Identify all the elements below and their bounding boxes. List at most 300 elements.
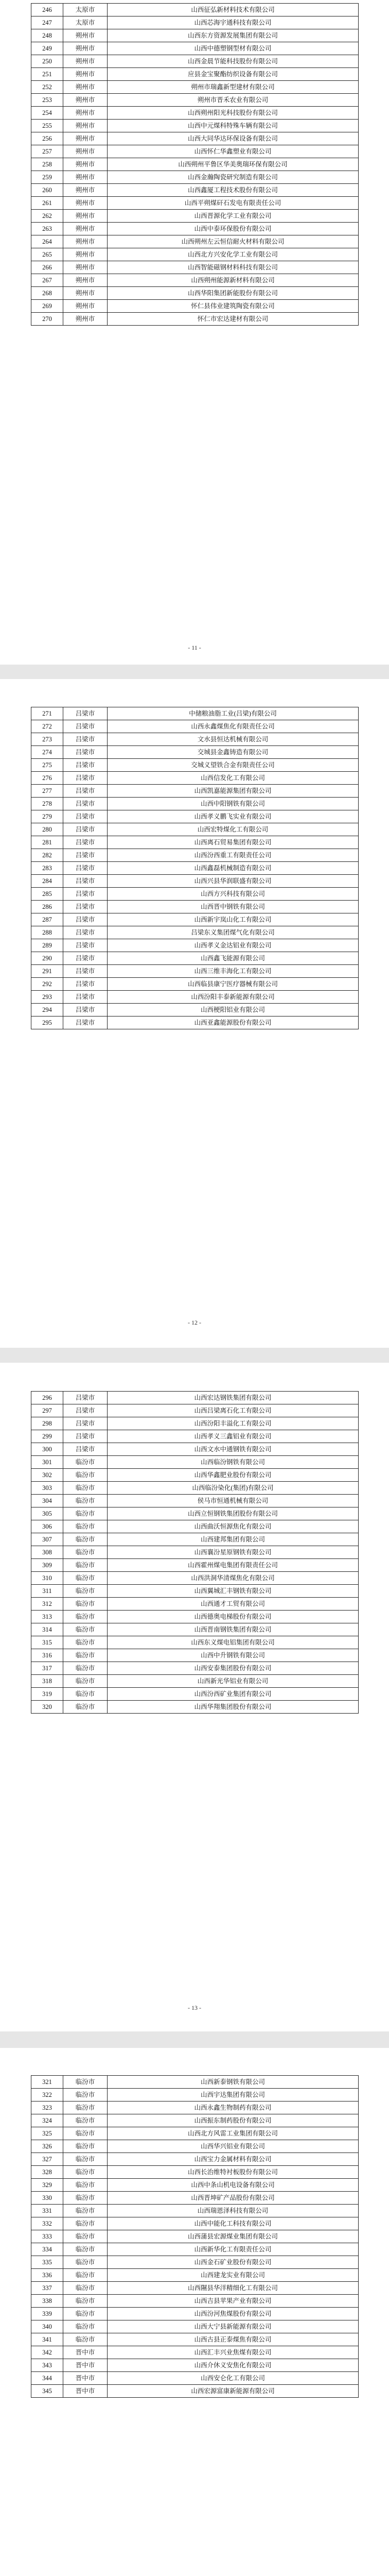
company-name-cell: 山西金石矿业股份有限公司: [108, 2256, 359, 2269]
row-number-cell: 326: [31, 2140, 63, 2153]
company-name-cell: 山西晋南钢铁集团有限公司: [108, 1623, 359, 1636]
company-name-cell: 文水县恒达机械有限公司: [108, 733, 359, 746]
table-row: [31, 55, 359, 68]
company-name-cell: 山西朔州平鲁区华美奥瑞环保有限公司: [108, 158, 359, 171]
city-cell: 朔州市: [63, 145, 108, 158]
city-cell: 吕梁市: [63, 875, 108, 888]
city-cell: 朔州市: [63, 68, 108, 81]
table-row: [31, 235, 359, 248]
city-cell: 吕梁市: [63, 772, 108, 785]
page-number: - 13 -: [188, 2004, 201, 2011]
row-number-cell: 293: [31, 991, 63, 1004]
table-row: [31, 1559, 359, 1572]
table-row: [31, 1392, 359, 1404]
company-name-cell: 山西新泰钢铁有限公司: [108, 2076, 359, 2089]
company-name-cell: 山西汾阳丰溢化工有限公司: [108, 1417, 359, 1430]
row-number-cell: 312: [31, 1598, 63, 1611]
city-cell: 吕梁市: [63, 849, 108, 862]
city-cell: 临汾市: [63, 1456, 108, 1469]
company-name-cell: 交城义望铁合金有限责任公司: [108, 759, 359, 772]
city-cell: 朔州市: [63, 55, 108, 68]
row-number-cell: 298: [31, 1417, 63, 1430]
table-row: [31, 2205, 359, 2217]
table-row: [31, 94, 359, 107]
table-row: [31, 68, 359, 81]
company-name-cell: 山西平朔煤矸石发电有限责任公司: [108, 197, 359, 210]
table-row: [31, 810, 359, 823]
company-name-cell: 山西永鑫生物制药有限公司: [108, 2102, 359, 2114]
table-row: [31, 274, 359, 287]
table-row: [31, 1482, 359, 1495]
row-number-cell: 287: [31, 913, 63, 926]
company-name-cell: 山西宇达集团有限公司: [108, 2089, 359, 2102]
company-name-cell: 山西中泰环保股份有限公司: [108, 223, 359, 235]
table-row: [31, 849, 359, 862]
company-name-cell: 山西凯嘉能源集团有限公司: [108, 785, 359, 798]
company-name-cell: 山西蒲县宏源煤业集团有限公司: [108, 2230, 359, 2243]
table-row: [31, 248, 359, 261]
table-row: [31, 223, 359, 235]
table-row: [31, 2089, 359, 2102]
company-name-cell: 山西汾河焦煤股份有限公司: [108, 2308, 359, 2320]
company-name-cell: 山西介休义安焦化有限公司: [108, 2359, 359, 2372]
table-row: [31, 2256, 359, 2269]
city-cell: 朔州市: [63, 287, 108, 300]
city-cell: 吕梁市: [63, 939, 108, 952]
company-name-cell: 山西金晨节能科技股份有限公司: [108, 55, 359, 68]
company-name-cell: 山西汾西重工有限责任公司: [108, 849, 359, 862]
company-name-cell: 山西亚鑫能源股份有限公司: [108, 1016, 359, 1029]
table-row: [31, 132, 359, 145]
table-row: [31, 733, 359, 746]
city-cell: 临汾市: [63, 2230, 108, 2243]
city-cell: 朔州市: [63, 158, 108, 171]
row-number-cell: 285: [31, 888, 63, 901]
city-cell: 吕梁市: [63, 991, 108, 1004]
table-row: [31, 171, 359, 184]
row-number-cell: 268: [31, 287, 63, 300]
city-cell: 朔州市: [63, 42, 108, 55]
company-name-cell: 山西吕梁离石化工有限公司: [108, 1404, 359, 1417]
row-number-cell: 255: [31, 120, 63, 132]
table-row: [31, 313, 359, 326]
table-row: [31, 1675, 359, 1688]
table-row: [31, 823, 359, 836]
company-name-cell: 山西汇丰兴业焦煤有限公司: [108, 2346, 359, 2359]
company-name-cell: 山西北方兴安化学工业有限公司: [108, 248, 359, 261]
table-row: [31, 158, 359, 171]
city-cell: 临汾市: [63, 2308, 108, 2320]
company-name-cell: 山西信发化工有限公司: [108, 772, 359, 785]
row-number-cell: 344: [31, 2372, 63, 2385]
city-cell: 临汾市: [63, 2166, 108, 2179]
city-cell: 吕梁市: [63, 746, 108, 759]
company-table: [31, 1391, 359, 1714]
row-number-cell: 291: [31, 965, 63, 978]
row-number-cell: 265: [31, 248, 63, 261]
city-cell: 临汾市: [63, 2127, 108, 2140]
table-row: [31, 1456, 359, 1469]
city-cell: 吕梁市: [63, 952, 108, 965]
row-number-cell: 263: [31, 223, 63, 235]
city-cell: 临汾市: [63, 1662, 108, 1675]
city-cell: 临汾市: [63, 1636, 108, 1649]
company-name-cell: 山西中阳钢铁有限公司: [108, 798, 359, 810]
city-cell: 临汾市: [63, 1675, 108, 1688]
row-number-cell: 303: [31, 1482, 63, 1495]
row-number-cell: 340: [31, 2320, 63, 2333]
row-number-cell: 269: [31, 300, 63, 313]
row-number-cell: 295: [31, 1016, 63, 1029]
table-row: [31, 300, 359, 313]
table-row: [31, 29, 359, 42]
table-row: [31, 785, 359, 798]
table-row: [31, 1636, 359, 1649]
company-name-cell: 山西新华化工有限责任公司: [108, 2243, 359, 2256]
table-row: [31, 1004, 359, 1016]
company-name-cell: 山西方兴科技有限公司: [108, 888, 359, 901]
company-name-cell: 山西大同华达环保设备有限公司: [108, 132, 359, 145]
company-name-cell: 山西晋源化学工业有限公司: [108, 210, 359, 223]
company-name-cell: 山西中德塑钢型材有限公司: [108, 42, 359, 55]
city-cell: 吕梁市: [63, 720, 108, 733]
company-name-cell: 山西德奥电梯股份有限公司: [108, 1611, 359, 1623]
table-row: [31, 1546, 359, 1559]
row-number-cell: 331: [31, 2205, 63, 2217]
table-row: [31, 1430, 359, 1443]
city-cell: 朔州市: [63, 235, 108, 248]
city-cell: 朔州市: [63, 261, 108, 274]
city-cell: 晋中市: [63, 2372, 108, 2385]
row-number-cell: 253: [31, 94, 63, 107]
row-number-cell: 275: [31, 759, 63, 772]
row-number-cell: 296: [31, 1392, 63, 1404]
row-number-cell: 308: [31, 1546, 63, 1559]
company-name-cell: 山西怀仁华鑫塑业有限公司: [108, 145, 359, 158]
company-name-cell: 山西文水中通钢铁有限公司: [108, 1443, 359, 1456]
company-name-cell: 山西宏特煤化工有限公司: [108, 823, 359, 836]
city-cell: 吕梁市: [63, 1443, 108, 1456]
table-row: [31, 2333, 359, 2346]
table-row: [31, 287, 359, 300]
row-number-cell: 304: [31, 1495, 63, 1507]
table-row: [31, 2295, 359, 2308]
company-name-cell: 山西晋坤矿产品股份有限公司: [108, 2192, 359, 2205]
table-row: [31, 2230, 359, 2243]
table-row: [31, 1417, 359, 1430]
city-cell: 朔州市: [63, 248, 108, 261]
row-number-cell: 252: [31, 81, 63, 94]
row-number-cell: 316: [31, 1649, 63, 1662]
row-number-cell: 292: [31, 978, 63, 991]
city-cell: 吕梁市: [63, 1016, 108, 1029]
row-number-cell: 322: [31, 2089, 63, 2102]
row-number-cell: 254: [31, 107, 63, 120]
city-cell: 吕梁市: [63, 926, 108, 939]
company-name-cell: 山西兴县华润联盛有限公司: [108, 875, 359, 888]
table-row: [31, 1572, 359, 1585]
city-cell: 临汾市: [63, 2153, 108, 2166]
city-cell: 太原市: [63, 4, 108, 16]
city-cell: 临汾市: [63, 1649, 108, 1662]
city-cell: 吕梁市: [63, 823, 108, 836]
row-number-cell: 341: [31, 2333, 63, 2346]
row-number-cell: 280: [31, 823, 63, 836]
page-separator: [0, 1348, 389, 1363]
table-row: [31, 1469, 359, 1482]
city-cell: 临汾市: [63, 2114, 108, 2127]
company-name-cell: 山西宏达钢铁集团有限公司: [108, 1392, 359, 1404]
company-name-cell: 山西安泰集团股份有限公司: [108, 1662, 359, 1675]
company-name-cell: 山西北方风雷工业集团有限公司: [108, 2127, 359, 2140]
table-row: [31, 210, 359, 223]
row-number-cell: 274: [31, 746, 63, 759]
city-cell: 临汾市: [63, 2320, 108, 2333]
company-name-cell: 朔州市瑞鑫新型建材有限公司: [108, 81, 359, 94]
city-cell: 吕梁市: [63, 901, 108, 913]
city-cell: 朔州市: [63, 313, 108, 326]
company-name-cell: 山西中升钢铁有限公司: [108, 1649, 359, 1662]
row-number-cell: 270: [31, 313, 63, 326]
table-row: [31, 1598, 359, 1611]
company-name-cell: 山西朔州阳光科技股份有限公司: [108, 107, 359, 120]
table-row: [31, 2269, 359, 2282]
table-row: [31, 2217, 359, 2230]
row-number-cell: 342: [31, 2346, 63, 2359]
company-name-cell: 山西华阳集团新能股份有限公司: [108, 287, 359, 300]
company-name-cell: 山西中能化工科技有限公司: [108, 2217, 359, 2230]
row-number-cell: 336: [31, 2269, 63, 2282]
row-number-cell: 299: [31, 1430, 63, 1443]
company-name-cell: 山西临县康宁医疗器械有限公司: [108, 978, 359, 991]
table-row: [31, 1495, 359, 1507]
table-row: [31, 1520, 359, 1533]
city-cell: 临汾市: [63, 2295, 108, 2308]
city-cell: 吕梁市: [63, 1417, 108, 1430]
row-number-cell: 278: [31, 798, 63, 810]
company-name-cell: 山西汾西矿业集团有限公司: [108, 1688, 359, 1701]
table-row: [31, 952, 359, 965]
city-cell: 吕梁市: [63, 978, 108, 991]
company-name-cell: 山西永鑫煤焦化有限责任公司: [108, 720, 359, 733]
row-number-cell: 338: [31, 2295, 63, 2308]
city-cell: 吕梁市: [63, 798, 108, 810]
row-number-cell: 286: [31, 901, 63, 913]
city-cell: 临汾市: [63, 2205, 108, 2217]
city-cell: 临汾市: [63, 1623, 108, 1636]
row-number-cell: 337: [31, 2282, 63, 2295]
city-cell: 朔州市: [63, 107, 108, 120]
table-row: [31, 2102, 359, 2114]
company-name-cell: 山西临汾染化(集团)有限公司: [108, 1482, 359, 1495]
row-number-cell: 282: [31, 849, 63, 862]
row-number-cell: 289: [31, 939, 63, 952]
row-number-cell: 284: [31, 875, 63, 888]
row-number-cell: 279: [31, 810, 63, 823]
company-name-cell: 山西智能磁钢材料科技有限公司: [108, 261, 359, 274]
table-row: [31, 2192, 359, 2205]
city-cell: 吕梁市: [63, 862, 108, 875]
table-row: [31, 862, 359, 875]
table-row: [31, 772, 359, 785]
company-name-cell: 山西孝义金达铝业有限公司: [108, 939, 359, 952]
table-row: [31, 707, 359, 720]
table-row: [31, 901, 359, 913]
city-cell: 临汾市: [63, 2089, 108, 2102]
company-name-cell: 山西华翔集团股份有限公司: [108, 1701, 359, 1714]
page-separator: [0, 2031, 389, 2048]
table-row: [31, 2076, 359, 2089]
row-number-cell: 266: [31, 261, 63, 274]
city-cell: 朔州市: [63, 300, 108, 313]
company-name-cell: 山西离石贸易集团有限公司: [108, 836, 359, 849]
row-number-cell: 250: [31, 55, 63, 68]
table-row: [31, 836, 359, 849]
table-row: [31, 1623, 359, 1636]
company-name-cell: 山西曲沃恒源焦化有限公司: [108, 1520, 359, 1533]
table-row: [31, 107, 359, 120]
table-row: [31, 184, 359, 197]
company-name-cell: 山西东义煤电铝集团有限公司: [108, 1636, 359, 1649]
company-name-cell: 山西华鑫肥业股份有限公司: [108, 1469, 359, 1482]
city-cell: 吕梁市: [63, 965, 108, 978]
table-row: [31, 2166, 359, 2179]
company-name-cell: 山西襄汾星原钢铁有限公司: [108, 1546, 359, 1559]
city-cell: 吕梁市: [63, 733, 108, 746]
company-name-cell: 山西长治维特衬板股份有限公司: [108, 2166, 359, 2179]
company-name-cell: 山西洪洞华清煤焦化有限公司: [108, 1572, 359, 1585]
row-number-cell: 257: [31, 145, 63, 158]
company-name-cell: 山西大宁县新能源有限公司: [108, 2320, 359, 2333]
table-row: [31, 1507, 359, 1520]
city-cell: 吕梁市: [63, 810, 108, 823]
company-name-cell: 怀仁市宏达建材有限公司: [108, 313, 359, 326]
company-name-cell: 山西宏源富康新能源有限公司: [108, 2385, 359, 2398]
table-row: [31, 759, 359, 772]
company-name-cell: 山西新宇岚山化工有限公司: [108, 913, 359, 926]
company-name-cell: 山西鑫飞能源有限公司: [108, 952, 359, 965]
city-cell: 吕梁市: [63, 913, 108, 926]
row-number-cell: 297: [31, 1404, 63, 1417]
table-row: [31, 2243, 359, 2256]
company-name-cell: 中储粮油脂工业(吕梁)有限公司: [108, 707, 359, 720]
city-cell: 临汾市: [63, 1520, 108, 1533]
row-number-cell: 330: [31, 2192, 63, 2205]
city-cell: 吕梁市: [63, 1430, 108, 1443]
company-name-cell: 山西振东制药股份有限公司: [108, 2114, 359, 2127]
row-number-cell: 271: [31, 707, 63, 720]
company-name-cell: 山西吉县苹果产业有限公司: [108, 2295, 359, 2308]
company-name-cell: 山西中条山机电设备有限公司: [108, 2179, 359, 2192]
table-row: [31, 1662, 359, 1675]
city-cell: 临汾市: [63, 1533, 108, 1546]
company-name-cell: 山西隰县华洋精细化工有限公司: [108, 2282, 359, 2295]
row-number-cell: 321: [31, 2076, 63, 2089]
city-cell: 临汾市: [63, 2282, 108, 2295]
row-number-cell: 339: [31, 2308, 63, 2320]
table-row: [31, 1585, 359, 1598]
company-name-cell: 山西金瀚陶瓷研究制造有限公司: [108, 171, 359, 184]
city-cell: 吕梁市: [63, 707, 108, 720]
row-number-cell: 319: [31, 1688, 63, 1701]
company-name-cell: 山西建邦集团有限公司: [108, 1533, 359, 1546]
city-cell: 临汾市: [63, 1469, 108, 1482]
table-row: [31, 120, 359, 132]
city-cell: 朔州市: [63, 223, 108, 235]
city-cell: 吕梁市: [63, 759, 108, 772]
table-row: [31, 913, 359, 926]
company-name-cell: 山西梗阳铝业有限公司: [108, 1004, 359, 1016]
row-number-cell: 247: [31, 16, 63, 29]
city-cell: 临汾市: [63, 2269, 108, 2282]
city-cell: 晋中市: [63, 2385, 108, 2398]
company-name-cell: 山西三维丰海化工有限公司: [108, 965, 359, 978]
row-number-cell: 302: [31, 1469, 63, 1482]
city-cell: 临汾市: [63, 1688, 108, 1701]
table-row: [31, 1611, 359, 1623]
row-number-cell: 335: [31, 2256, 63, 2269]
city-cell: 临汾市: [63, 1572, 108, 1585]
page-number: - 12 -: [188, 1319, 201, 1326]
row-number-cell: 328: [31, 2166, 63, 2179]
table-row: [31, 145, 359, 158]
table-row: [31, 2372, 359, 2385]
table-row: [31, 2282, 359, 2295]
row-number-cell: 249: [31, 42, 63, 55]
company-name-cell: 山西孝义三鑫铝业有限公司: [108, 1430, 359, 1443]
row-number-cell: 273: [31, 733, 63, 746]
city-cell: 临汾市: [63, 2243, 108, 2256]
city-cell: 临汾市: [63, 1701, 108, 1714]
company-name-cell: 交城县金鑫铸造有限公司: [108, 746, 359, 759]
table-row: [31, 2114, 359, 2127]
company-name-cell: 山西晋中钢铁有限公司: [108, 901, 359, 913]
table-row: [31, 1688, 359, 1701]
row-number-cell: 276: [31, 772, 63, 785]
city-cell: 临汾市: [63, 1495, 108, 1507]
city-cell: 临汾市: [63, 2140, 108, 2153]
table-row: [31, 2320, 359, 2333]
row-number-cell: 300: [31, 1443, 63, 1456]
row-number-cell: 315: [31, 1636, 63, 1649]
city-cell: 吕梁市: [63, 888, 108, 901]
company-name-cell: 山西新光华铝业有限公司: [108, 1675, 359, 1688]
row-number-cell: 259: [31, 171, 63, 184]
company-name-cell: 山西朔州能源新材料有限公司: [108, 274, 359, 287]
row-number-cell: 318: [31, 1675, 63, 1688]
row-number-cell: 283: [31, 862, 63, 875]
table-row: [31, 4, 359, 16]
company-name-cell: 山西芯海宇通科技有限公司: [108, 16, 359, 29]
table-row: [31, 2127, 359, 2140]
row-number-cell: 281: [31, 836, 63, 849]
row-number-cell: 345: [31, 2385, 63, 2398]
row-number-cell: 256: [31, 132, 63, 145]
row-number-cell: 343: [31, 2359, 63, 2372]
row-number-cell: 294: [31, 1004, 63, 1016]
row-number-cell: 309: [31, 1559, 63, 1572]
table-row: [31, 939, 359, 952]
city-cell: 临汾市: [63, 2076, 108, 2089]
table-row: [31, 1443, 359, 1456]
row-number-cell: 251: [31, 68, 63, 81]
company-name-cell: 山西瑞恩泽科技有限公司: [108, 2205, 359, 2217]
city-cell: 晋中市: [63, 2346, 108, 2359]
row-number-cell: 264: [31, 235, 63, 248]
row-number-cell: 310: [31, 1572, 63, 1585]
table-row: [31, 978, 359, 991]
table-row: [31, 720, 359, 733]
